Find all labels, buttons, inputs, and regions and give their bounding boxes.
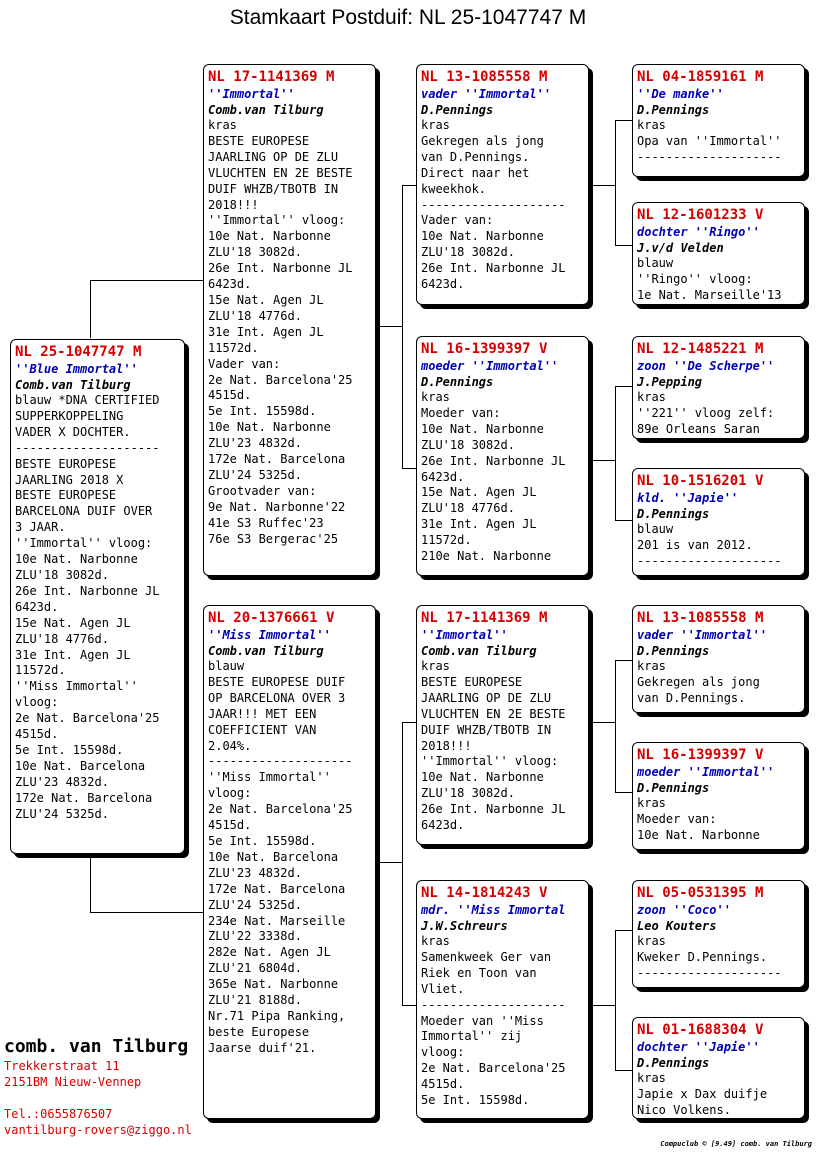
info-line: 26e Int. Narbonne JL: [421, 802, 566, 817]
breeder-name: J.Pepping: [637, 375, 703, 389]
info-line: 6423d.: [421, 818, 465, 833]
info-line: 5e Int. 15598d.: [15, 742, 124, 757]
info-line: ZLU'24 5325d.: [15, 806, 109, 821]
info-line: 4515d.: [208, 818, 252, 833]
info-line: BARCELONA DUIF OVER: [15, 504, 153, 519]
info-line: BESTE EUROPESE: [15, 488, 117, 503]
connector-line: [402, 185, 403, 468]
info-line: 4515d.: [421, 1077, 465, 1092]
ring-number: NL 04-1859161 M: [637, 69, 764, 85]
info-line: --------------------: [637, 553, 782, 568]
info-line: 365e Nat. Narbonne: [208, 977, 339, 992]
info-line: 6423d.: [15, 599, 59, 614]
footer-credit: Compuclub © [9.49] comb. van Tilburg: [660, 1140, 812, 1148]
info-line: kras: [421, 934, 450, 948]
pigeon-name: ''Immortal'': [421, 628, 508, 642]
info-line: ZLU'18 4776d.: [208, 308, 302, 323]
connector-line: [376, 326, 402, 327]
pedigree-card-ggp-3: [632, 336, 805, 439]
pedigree-card-maternal-grandmother: [416, 880, 589, 1119]
info-line: Opa van ''Immortal'': [637, 133, 782, 148]
connector-line: [589, 185, 615, 186]
breeder-name: J.W.Schreurs: [421, 919, 508, 933]
info-line: 11572d.: [421, 533, 472, 548]
info-line: ZLU'23 4832d.: [208, 436, 302, 451]
info-line: OP BARCELONA OVER 3: [208, 690, 346, 705]
connector-line: [615, 386, 616, 520]
info-line: 15e Nat. Agen JL: [15, 615, 131, 630]
info-line: 6423d.: [208, 277, 252, 292]
info-line: blauw: [637, 522, 674, 536]
breeder-name: Comb.van Tilburg: [208, 644, 324, 658]
connector-line: [90, 854, 91, 912]
info-line: --------------------: [208, 754, 353, 769]
info-line: ZLU'18 3082d.: [421, 245, 515, 260]
info-line: 2e Nat. Barcelona'25: [421, 1061, 566, 1076]
info-line: ''Immortal'' vloog:: [421, 754, 559, 769]
info-line: --------------------: [421, 197, 566, 212]
info-line: 31e Int. Agen JL: [421, 517, 537, 532]
info-line: 41e S3 Ruffec'23: [208, 515, 324, 530]
info-line: kras: [637, 796, 666, 810]
pigeon-name: dochter ''Japie'': [637, 1040, 760, 1054]
breeder-name: D.Pennings: [637, 507, 710, 521]
info-line: DUIF WHZB/TBOTB IN: [421, 722, 552, 737]
info-line: Kweker D.Pennings.: [637, 949, 768, 964]
pedigree-card-father: [203, 64, 376, 576]
info-line: kras: [637, 659, 666, 673]
info-line: 3 JAAR.: [15, 520, 66, 535]
info-line: 10e Nat. Narbonne: [637, 827, 760, 842]
info-line: ZLU'21 8188d.: [208, 993, 302, 1008]
info-line: COEFFICIENT VAN: [208, 722, 317, 737]
ring-number: NL 13-1085558 M: [421, 69, 548, 85]
info-line: kras: [421, 659, 450, 673]
info-line: --------------------: [637, 149, 782, 164]
pedigree-card-subject: [10, 339, 185, 854]
pedigree-card-ggp-4: [632, 468, 805, 576]
connector-line: [376, 862, 402, 863]
info-line: 210e Nat. Narbonne: [421, 549, 552, 564]
info-line: kras: [637, 934, 666, 948]
info-line: van D.Pennings.: [637, 690, 746, 705]
info-line: 31e Int. Agen JL: [208, 324, 324, 339]
connector-line: [615, 660, 632, 661]
pigeon-name: kld. ''Japie'': [637, 491, 739, 505]
info-line: kras: [421, 390, 450, 404]
ring-number: NL 17-1141369 M: [421, 610, 548, 626]
info-line: JAARLING OP DE ZLU: [208, 149, 339, 164]
info-line: Riek en Toon van: [421, 965, 537, 980]
info-line: 234e Nat. Marseille: [208, 913, 346, 928]
info-line: ''Miss Immortal'': [208, 770, 331, 785]
ring-number: NL 16-1399397 V: [637, 747, 764, 763]
info-line: --------------------: [421, 997, 566, 1012]
info-line: DUIF WHZB/TBOTB IN: [208, 181, 339, 196]
info-line: 4515d.: [208, 388, 252, 403]
info-line: VADER X DOCHTER.: [15, 424, 131, 439]
connector-line: [615, 930, 632, 931]
info-line: 10e Nat. Narbonne: [15, 552, 138, 567]
info-line: 1e Nat. Marseille'13: [637, 287, 782, 302]
info-line: JAARLING OP DE ZLU: [421, 690, 552, 705]
info-line: BESTE EUROPESE DUIF: [208, 674, 346, 689]
info-line: 10e Nat. Barcelona: [15, 758, 146, 773]
pedigree-card-ggp-1: [632, 64, 805, 177]
owner-name: comb. van Tilburg: [4, 1036, 189, 1057]
breeder-name: J.v/d Velden: [637, 241, 724, 255]
info-line: ZLU'18 3082d.: [421, 786, 515, 801]
connector-line: [615, 120, 616, 245]
info-line: JAAR!!! MET EEN: [208, 706, 317, 721]
info-line: vloog:: [421, 1045, 465, 1060]
connector-line: [90, 280, 91, 338]
pigeon-name: ''De manke'': [637, 87, 724, 101]
info-line: 172e Nat. Barcelona: [15, 790, 153, 805]
info-line: 11572d.: [15, 663, 66, 678]
info-line: Grootvader van:: [208, 483, 317, 498]
info-line: 172e Nat. Barcelona: [208, 881, 346, 896]
info-line: 2018!!!: [421, 738, 472, 753]
info-line: Nr.71 Pipa Ranking,: [208, 1008, 346, 1023]
info-line: kweekhok.: [421, 181, 487, 196]
info-line: VLUCHTEN EN 2E BESTE: [421, 706, 566, 721]
pedigree-card-ggp-6: [632, 742, 805, 850]
connector-line: [90, 912, 203, 913]
info-line: 10e Nat. Barcelona: [208, 849, 339, 864]
info-line: ZLU'23 4832d.: [208, 865, 302, 880]
connector-line: [589, 722, 615, 723]
ring-number: NL 12-1601233 V: [637, 207, 764, 223]
info-line: 10e Nat. Narbonne: [421, 229, 544, 244]
info-line: 4515d.: [15, 727, 59, 742]
pigeon-name: ''Blue Immortal'': [15, 362, 138, 376]
info-line: 10e Nat. Narbonne: [208, 420, 331, 435]
info-line: Gekregen als jong: [421, 133, 544, 148]
ring-number: NL 14-1814243 V: [421, 885, 548, 901]
pigeon-name: mdr. ''Miss Immortal: [421, 903, 566, 917]
pigeon-name: vader ''Immortal'': [421, 87, 552, 101]
info-line: Jaarse duif'21.: [208, 1040, 317, 1055]
info-line: 26e Int. Narbonne JL: [421, 261, 566, 276]
info-line: 15e Nat. Agen JL: [421, 485, 537, 500]
info-line: SUPPERKOPPELING: [15, 408, 124, 423]
info-line: kras: [637, 390, 666, 404]
info-line: Nico Volkens.: [637, 1102, 731, 1117]
info-line: Immortal'' zij: [421, 1029, 523, 1044]
connector-line: [90, 280, 203, 281]
info-line: blauw: [208, 659, 245, 673]
info-line: 2e Nat. Barcelona'25: [208, 372, 353, 387]
info-line: 26e Int. Narbonne JL: [15, 583, 160, 598]
connector-line: [615, 245, 632, 246]
info-line: 6423d.: [421, 277, 465, 292]
ring-number: NL 05-0531395 M: [637, 885, 764, 901]
info-line: kras: [637, 118, 666, 132]
info-line: vloog:: [208, 786, 252, 801]
info-line: 10e Nat. Narbonne: [208, 229, 331, 244]
info-line: ''Immortal'' vloog:: [208, 213, 346, 228]
pigeon-name: zoon ''De Scherpe'': [637, 359, 775, 373]
info-line: --------------------: [15, 440, 160, 455]
info-line: ''221'' vloog zelf:: [637, 405, 775, 420]
connector-line: [615, 660, 616, 792]
info-line: 26e Int. Narbonne JL: [421, 453, 566, 468]
pigeon-name: moeder ''Immortal'': [637, 765, 775, 779]
connector-line: [402, 722, 403, 1005]
connector-line: [615, 1070, 632, 1071]
breeder-name: D.Pennings: [421, 103, 494, 117]
owner-block: [4, 1036, 192, 1138]
info-line: ZLU'18 3082d.: [208, 245, 302, 260]
info-line: Moeder van:: [421, 405, 501, 420]
pigeon-name: moeder ''Immortal'': [421, 359, 559, 373]
info-line: 201 is van 2012.: [637, 537, 753, 552]
info-line: beste Europese: [208, 1024, 310, 1039]
info-line: van D.Pennings.: [421, 149, 530, 164]
ring-number: NL 25-1047747 M: [15, 344, 142, 360]
breeder-name: D.Pennings: [637, 1056, 710, 1070]
ring-number: NL 01-1688304 V: [637, 1022, 764, 1038]
info-line: Vader van:: [421, 213, 494, 228]
info-line: 282e Nat. Agen JL: [208, 945, 331, 960]
info-line: kras: [208, 118, 237, 132]
info-line: ZLU'24 5325d.: [208, 467, 302, 482]
info-line: BESTE EUROPESE: [421, 674, 523, 689]
info-line: VLUCHTEN EN 2E BESTE: [208, 165, 353, 180]
connector-line: [402, 185, 416, 186]
connector-line: [402, 468, 416, 469]
info-line: blauw *DNA CERTIFIED: [15, 393, 160, 407]
breeder-name: D.Pennings: [637, 103, 710, 117]
info-line: 10e Nat. Narbonne: [421, 421, 544, 436]
info-line: ZLU'18 3082d.: [421, 437, 515, 452]
connector-line: [589, 460, 615, 461]
info-line: 10e Nat. Narbonne: [421, 770, 544, 785]
info-line: blauw: [637, 256, 674, 270]
breeder-name: Comb.van Tilburg: [208, 103, 324, 117]
info-line: Direct naar het: [421, 165, 530, 180]
owner-email: vantilburg-rovers@ziggo.nl: [4, 1123, 192, 1137]
pedigree-card-ggp-8: [632, 1017, 805, 1119]
info-line: Japie x Dax duifje: [637, 1086, 768, 1101]
owner-city: 2151BM Nieuw-Vennep: [4, 1075, 142, 1089]
info-line: ZLU'22 3338d.: [208, 929, 302, 944]
owner-street: Trekkerstraat 11: [4, 1059, 120, 1073]
info-line: 2.04%.: [208, 738, 252, 753]
info-line: ZLU'23 4832d.: [15, 774, 109, 789]
pedigree-card-paternal-grandfather: [416, 64, 589, 305]
breeder-name: Comb.van Tilburg: [15, 378, 131, 392]
pedigree-card-ggp-7: [632, 880, 805, 988]
info-line: 2e Nat. Barcelona'25: [208, 802, 353, 817]
info-line: 89e Orleans Saran: [637, 421, 760, 436]
ring-number: NL 13-1085558 M: [637, 610, 764, 626]
info-line: --------------------: [637, 965, 782, 980]
info-line: vloog:: [15, 695, 59, 710]
info-line: kras: [637, 1071, 666, 1085]
info-line: 26e Int. Narbonne JL: [208, 261, 353, 276]
info-line: ZLU'18 4776d.: [15, 631, 109, 646]
breeder-name: D.Pennings: [637, 781, 710, 795]
info-line: 11572d.: [208, 340, 259, 355]
info-line: Samenkweek Ger van: [421, 949, 552, 964]
info-line: ZLU'18 4776d.: [421, 501, 515, 516]
pedigree-card-ggp-5: [632, 605, 805, 713]
breeder-name: D.Pennings: [421, 375, 494, 389]
connector-line: [615, 930, 616, 1070]
info-line: 31e Int. Agen JL: [15, 647, 131, 662]
connector-line: [402, 1005, 416, 1006]
info-line: ''Ringo'' vloog:: [637, 271, 753, 286]
info-line: Moeder van ''Miss: [421, 1013, 544, 1028]
ring-number: NL 10-1516201 V: [637, 473, 764, 489]
ring-number: NL 12-1485221 M: [637, 341, 764, 357]
info-line: 2e Nat. Barcelona'25: [15, 711, 160, 726]
connector-line: [589, 1005, 615, 1006]
info-line: kras: [421, 118, 450, 132]
connector-line: [402, 722, 416, 723]
pigeon-name: dochter ''Ringo'': [637, 225, 760, 239]
page-title: Stamkaart Postduif: NL 25-1047747 M: [229, 6, 587, 29]
pedigree-card-ggp-2: [632, 202, 805, 305]
owner-phone: Tel.:0655876507: [4, 1107, 113, 1121]
info-line: JAARLING 2018 X: [15, 472, 124, 487]
connector-line: [615, 386, 632, 387]
ring-number: NL 17-1141369 M: [208, 69, 335, 85]
owner-spacer: [4, 1090, 192, 1106]
connector-line: [615, 520, 632, 521]
info-line: ZLU'21 6804d.: [208, 961, 302, 976]
info-line: 5e Int. 15598d.: [208, 833, 317, 848]
pedigree-card-paternal-grandmother: [416, 336, 589, 576]
info-line: 172e Nat. Barcelona: [208, 452, 346, 467]
info-line: 9e Nat. Narbonne'22: [208, 499, 346, 514]
connector-line: [615, 792, 632, 793]
info-line: 76e S3 Bergerac'25: [208, 531, 339, 546]
info-line: ''Miss Immortal'': [15, 679, 138, 694]
info-line: Moeder van:: [637, 811, 717, 826]
breeder-name: Leo Kouters: [637, 919, 717, 933]
breeder-name: Comb.van Tilburg: [421, 644, 537, 658]
connector-line: [615, 120, 632, 121]
info-line: 6423d.: [421, 469, 465, 484]
ring-number: NL 20-1376661 V: [208, 610, 335, 626]
pigeon-name: ''Immortal'': [208, 87, 295, 101]
pedigree-card-maternal-grandfather: [416, 605, 589, 845]
info-line: BESTE EUROPESE: [208, 133, 310, 148]
info-line: ''Immortal'' vloog:: [15, 536, 153, 551]
info-line: 5e Int. 15598d.: [208, 404, 317, 419]
info-line: 5e Int. 15598d.: [421, 1093, 530, 1108]
pedigree-card-mother: [203, 605, 376, 1119]
breeder-name: D.Pennings: [637, 644, 710, 658]
pigeon-name: vader ''Immortal'': [637, 628, 768, 642]
info-line: BESTE EUROPESE: [15, 456, 117, 471]
ring-number: NL 16-1399397 V: [421, 341, 548, 357]
info-line: 15e Nat. Agen JL: [208, 292, 324, 307]
pigeon-name: zoon ''Coco'': [637, 903, 731, 917]
info-line: ZLU'18 3082d.: [15, 567, 109, 582]
pigeon-name: ''Miss Immortal'': [208, 628, 331, 642]
info-line: ZLU'24 5325d.: [208, 897, 302, 912]
info-line: 2018!!!: [208, 197, 259, 212]
info-line: Gekregen als jong: [637, 674, 760, 689]
info-line: Vliet.: [421, 981, 465, 996]
info-line: Vader van:: [208, 356, 281, 371]
